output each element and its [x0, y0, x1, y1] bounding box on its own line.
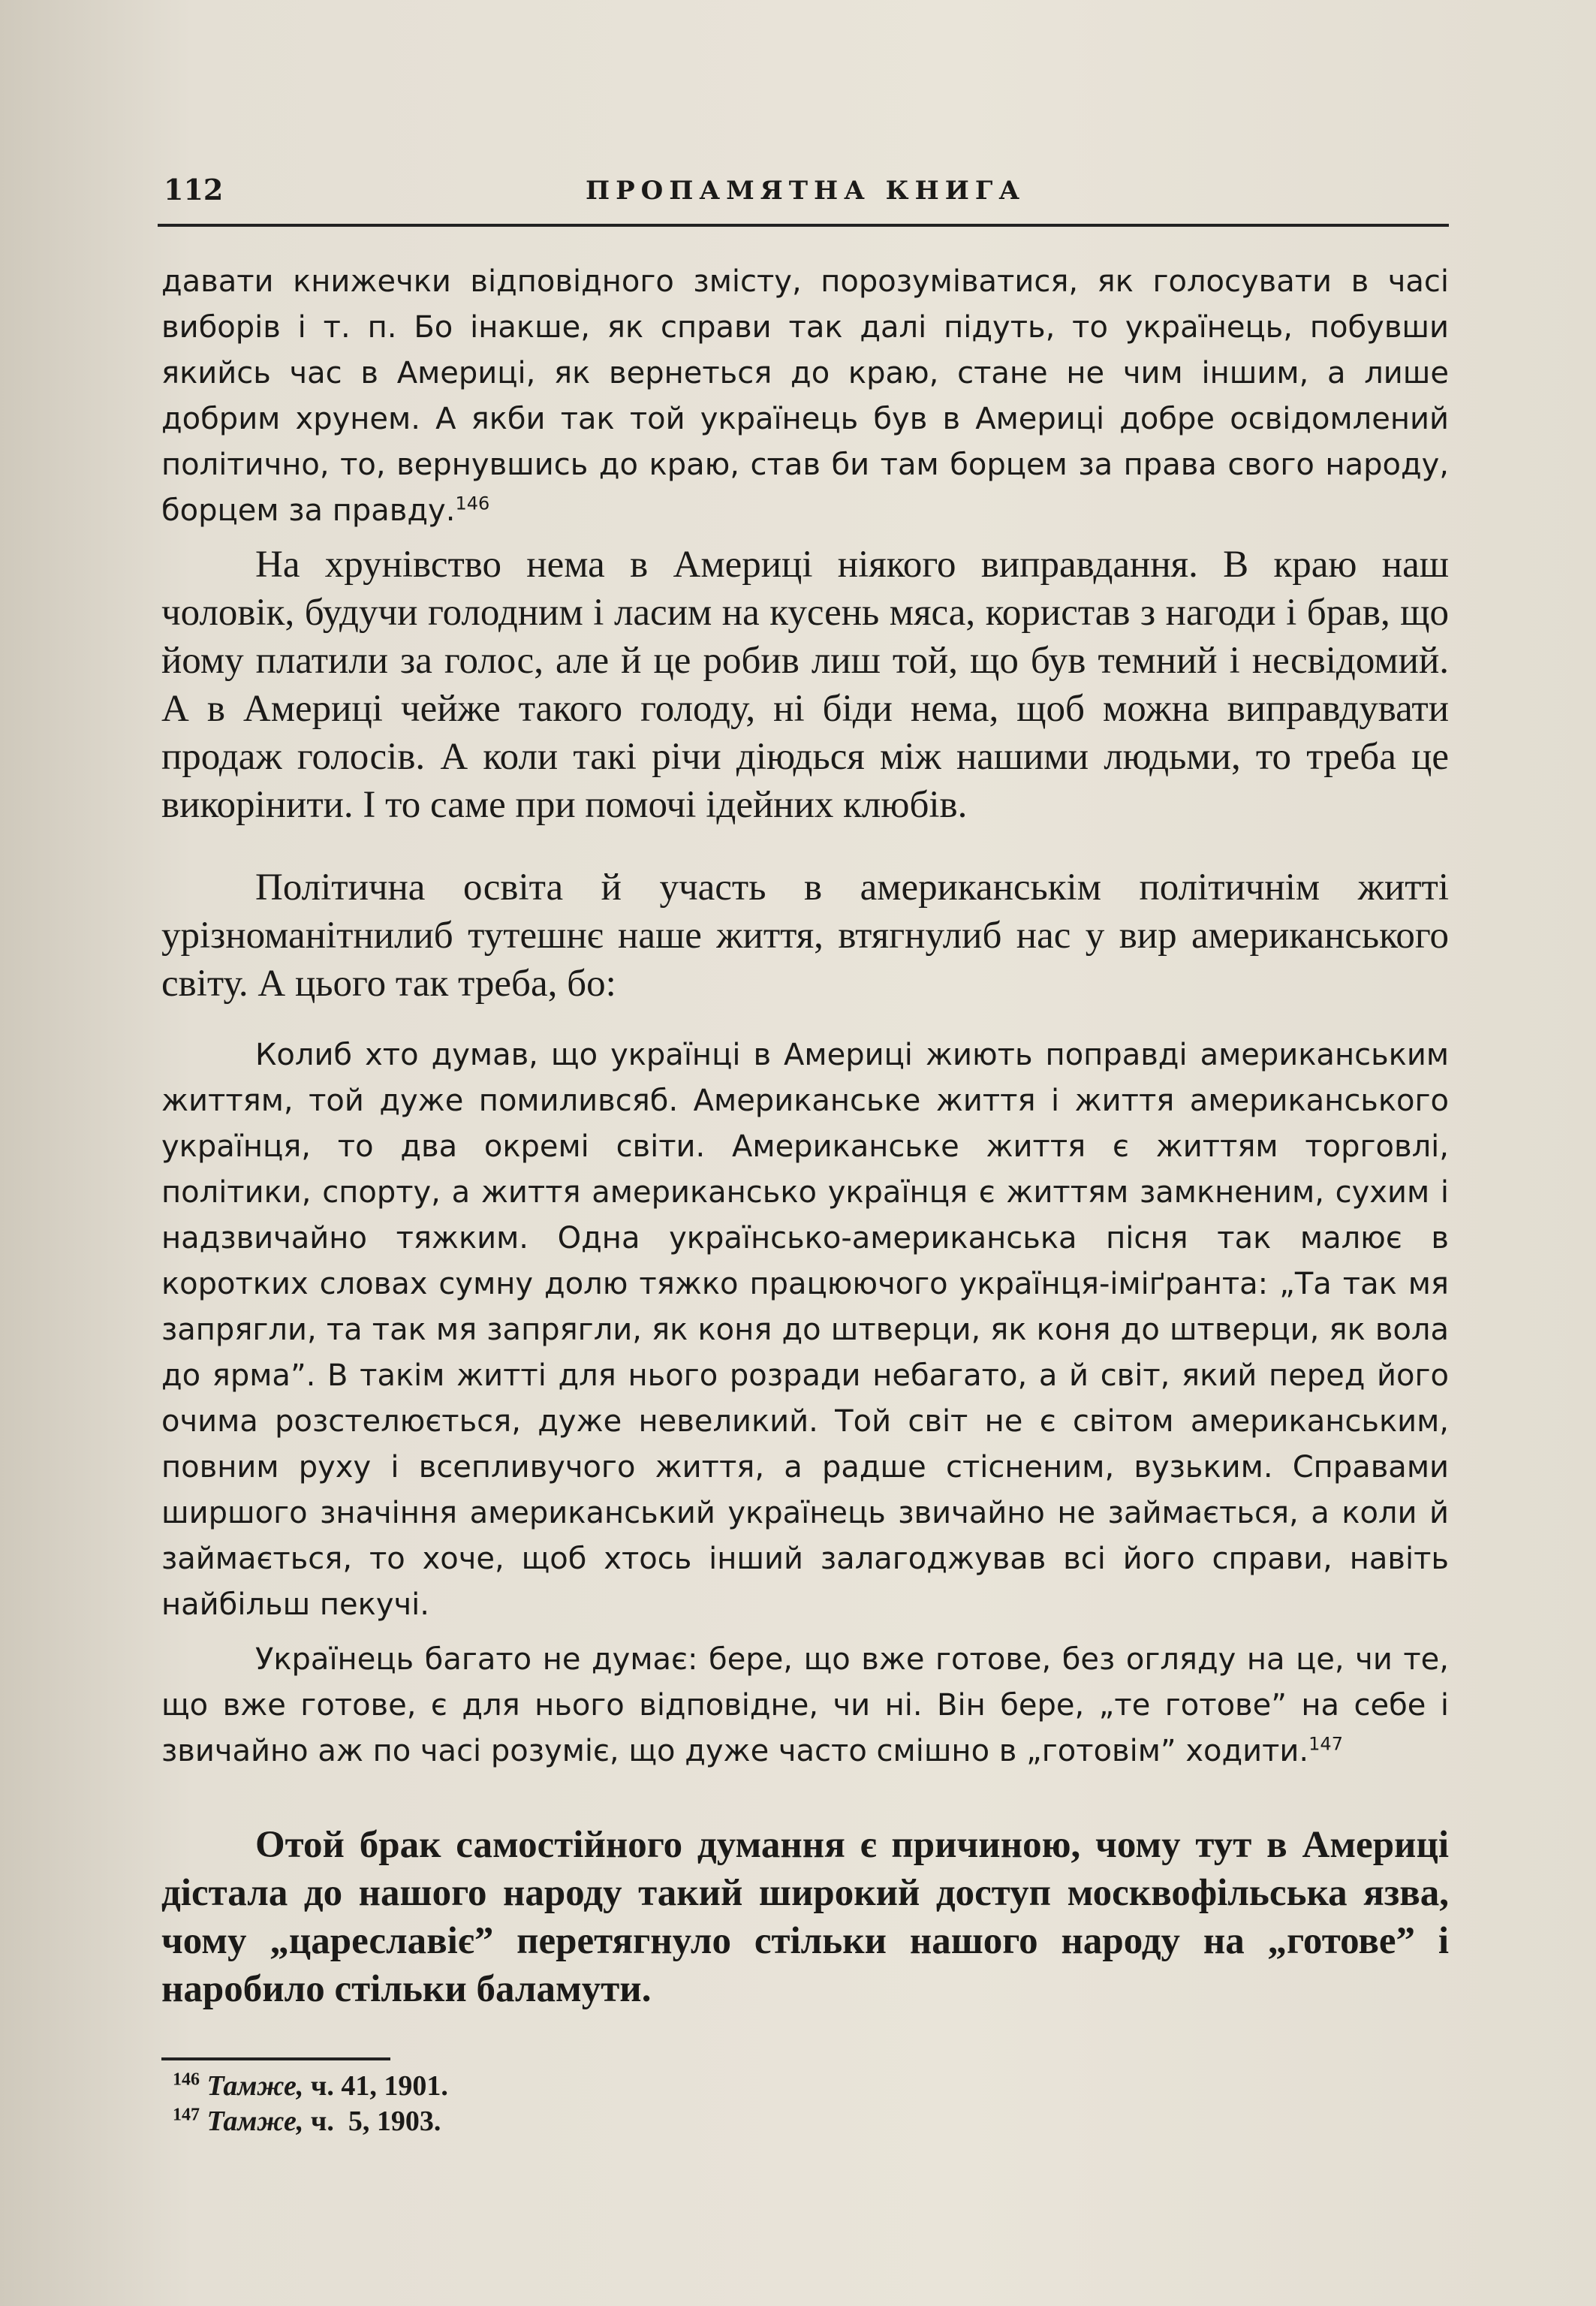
footnote-source: Тамже, [206, 2106, 304, 2137]
paragraph-text: давати книжечки відповідного змісту, порозуміватися, як голосувати в часі виборів і т. п. Бо інакше, як справи так далі підуть, то українець, побувши якийсь час в Америці, як вернеться до краю, стане не чим іншим, а лише добрим хрунем. А якби так той українець був в Америці добре освідомлений політично, то, вернувшись до краю, став би там борцем за права свого народу, борцем за правду. [161, 264, 1449, 528]
footnote-divider [161, 2057, 390, 2060]
footnotes [173, 2069, 848, 2139]
running-title: ПРОПАМЯТНА КНИГА [586, 176, 1026, 206]
paragraph-hrunivstvo: На хрунівство нема в Америці ніякого виправдання. В краю наш чоловік, будучи голодним і ласим на кусень мяса, користав з нагоди і брав, що йому платили за голос, але й це робив лиш той, що був темний і несвідомий. А в Америці чейже такого голоду, ні біди нема, щоб можна виправдувати продаж голосів. А коли такі річи діюдься між нашими людьми, то треба це викорінити. І то саме при помочі ідейних клюбів. [161, 544, 1449, 826]
footnote-source: Тамже, [206, 2070, 304, 2102]
footnote-147 [173, 2104, 848, 2139]
paragraph-political-education: Політична освіта й участь в американськім політичнім житті урізноманітнилиб тутешнє наше життя, втягнулиб нас у вир американського світу. А цього так треба, бо: [161, 867, 1449, 1005]
footnote-detail: ч. 41, 1901. [310, 2070, 448, 2102]
quote-text: Українець багато не думає: бере, що вже готове, без огляду на це, чи те, що вже готове, є для нього відповідне, чи ні. Він бере, „те готове” на себе і звичайно аж по часі розуміє, що дуже часто смішно в „готовім” ходити. [161, 1642, 1449, 1768]
footnote-146 [173, 2069, 848, 2104]
footnote-reference: 147 [1308, 1733, 1343, 1755]
paragraph-conclusion: Отой брак самостійного думання є причиною, чому тут в Америці дістала до нашого народу такий широкий доступ москвофільська язва, чому „цареславіє” перетягнуло стільки нашого народу на „готове” і наробило стільки баламути. [161, 1824, 1449, 2010]
quote-paragraph-1: Колиб хто думав, що українці в Америці жиють поправді американським життям, той дуже помиливсяб. Американське життя і життя американського українця, то два окремі світи. Американське життя є життям торговлі, політики, спорту, а життя американсько українця є життям замкненим, сухим і надзвичайно тяжким. Одна українсько-американська пісня так малює в коротких словах сумну долю тяжко працюючого українця-іміґранта: „Та так мя запрягли, та так мя запрягли, як коня до штверци, як коня до штверци, як вола до ярма”. В такім житті для нього розради небагато, а й світ, який перед його очима розстелюється, дуже невеликий. Той світ не є світом американським, повним руху і всепливучого життя, а радше стісненим, вузьким. Справами ширшого значіння американський українець звичайно не займається, а коли й займається, то хоче, щоб хтось інший залагоджував всі його справи, навіть найбільш пекучі. [161, 1038, 1449, 1622]
paragraph-continuation [161, 259, 1449, 534]
footnote-detail: ч. 5, 1903. [310, 2106, 441, 2137]
footnote-reference: 146 [455, 493, 490, 514]
footnote-number: 147 [173, 2105, 200, 2125]
page-number: 112 [164, 173, 224, 206]
page-header [158, 171, 1449, 227]
footnote-number: 146 [173, 2069, 200, 2090]
quote-paragraph-2 [161, 1637, 1449, 1774]
